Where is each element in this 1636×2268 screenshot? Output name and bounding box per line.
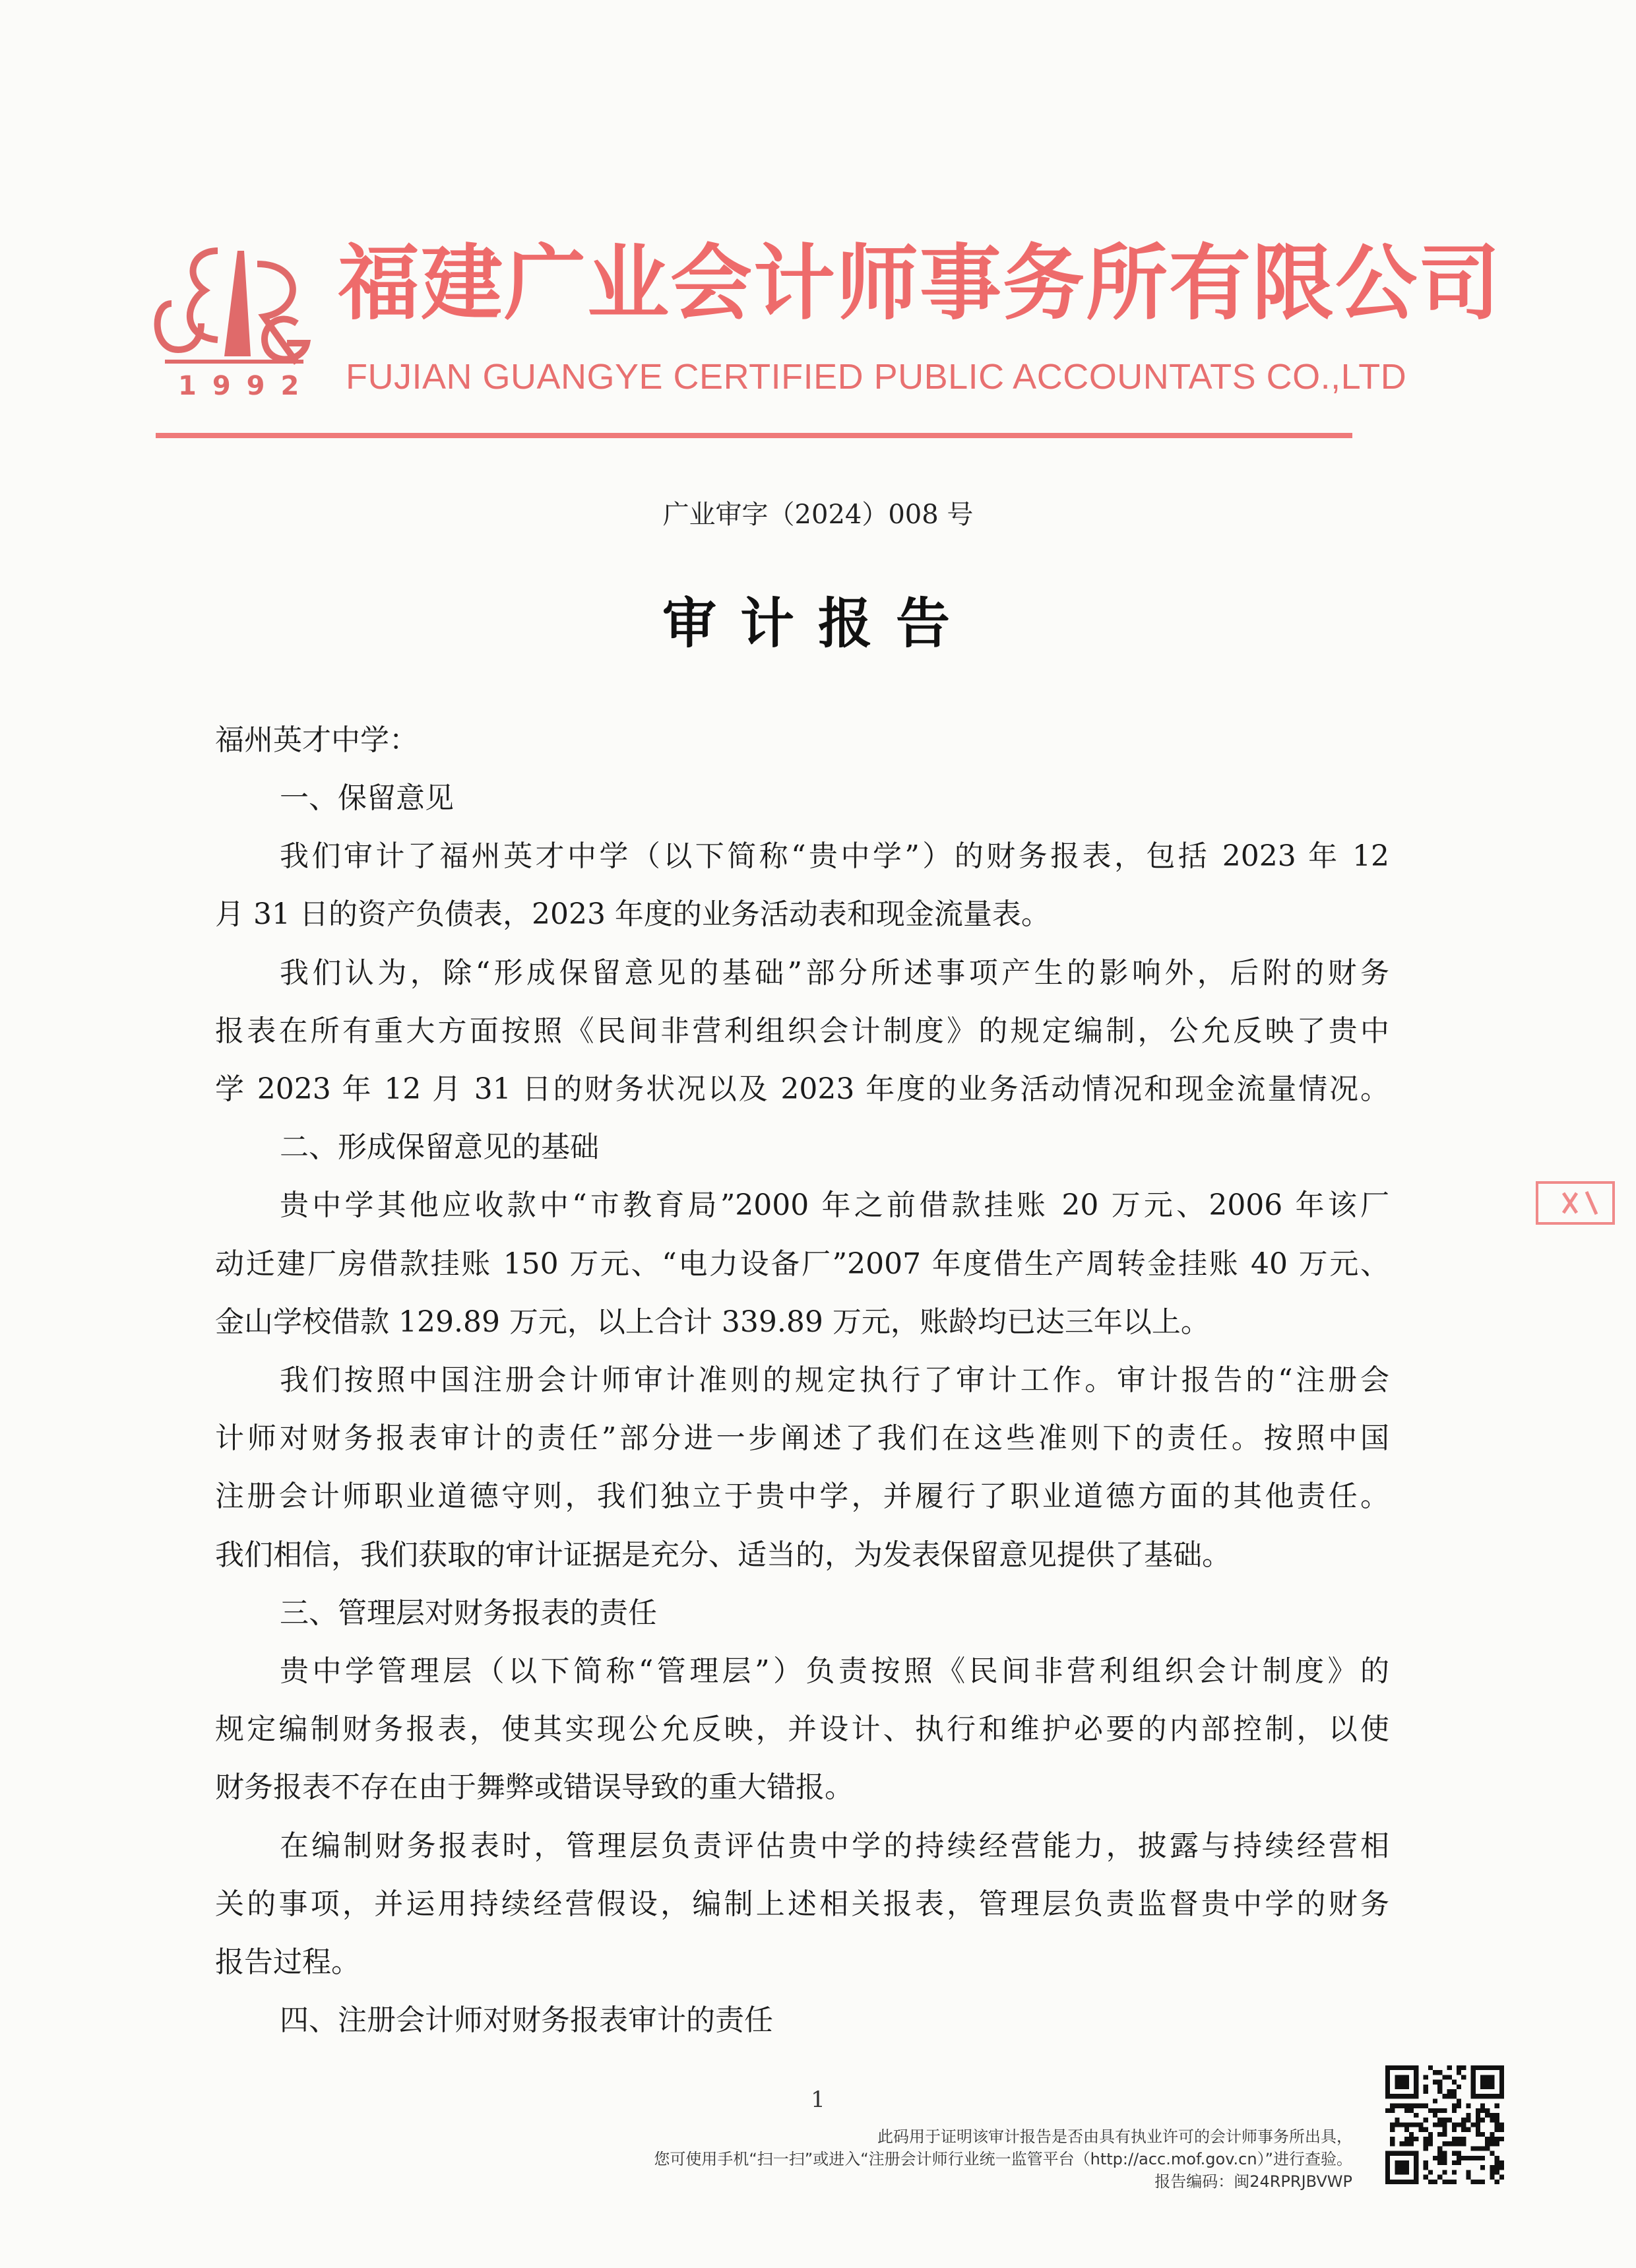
body-line: 金山学校借款 129.89 万元，以上合计 339.89 万元，账龄均已达三年以上。: [215, 1305, 1210, 1339]
body-line: 二、形成保留意见的基础: [280, 1130, 599, 1164]
body-line: 报表在所有重大方面按照《民间非营利组织会计制度》的规定编制，公允反映了贵中: [215, 1014, 1389, 1048]
body-line: 我们审计了福州英才中学（以下简称“贵中学”）的财务报表，包括 2023 年 12: [280, 839, 1389, 873]
body-line: 三、管理层对财务报表的责任: [280, 1596, 657, 1630]
footer-verify-line2: 您可使用手机“扫一扫”或进入“注册会计师行业统一监管平台（http://acc.mof.gov.cn）”进行查验。: [654, 2150, 1352, 2168]
body-line: 我们按照中国注册会计师审计准则的规定执行了审计工作。审计报告的“注册会: [280, 1363, 1389, 1397]
qr-code-icon: [1385, 2065, 1504, 2184]
body-line: 财务报表不存在由于舞弊或错误导致的重大错报。: [215, 1770, 854, 1804]
body-line: 月 31 日的资产负债表，2023 年度的业务活动表和现金流量表。: [215, 897, 1050, 931]
body-line: 一、保留意见: [280, 781, 454, 815]
body-line: 四、注册会计师对财务报表审计的责任: [280, 2003, 773, 2037]
company-logo: [145, 224, 323, 416]
logo-year: 1992: [178, 371, 315, 401]
footer-verify-line1: 此码用于证明该审计报告是否由具有执业许可的会计师事务所出具，: [877, 2127, 1352, 2146]
body-line: 贵中学其他应收款中“市教育局”2000 年之前借款挂账 20 万元、2006 年该厂: [280, 1188, 1389, 1222]
company-name-cn: 福建广业会计师事务所有限公司: [338, 236, 1502, 331]
document-number: 广业审字（2024）008 号: [662, 500, 974, 530]
verification-qr-code[interactable]: [1385, 2065, 1504, 2184]
page-number: 1: [811, 2087, 825, 2113]
body-line: 我们认为，除“形成保留意见的基础”部分所述事项产生的影响外，后附的财务: [280, 956, 1389, 990]
body-line: 关的事项，并运用持续经营假设，编制上述相关报表，管理层负责监督贵中学的财务: [215, 1887, 1389, 1921]
body-line: 规定编制财务报表，使其实现公允反映，并设计、执行和维护必要的内部控制，以使: [215, 1712, 1389, 1746]
company-name-en: FUJIAN GUANGYE CERTIFIED PUBLIC ACCOUNTATS CO.,LTD: [346, 357, 1407, 397]
footer-report-code: 报告编码：闽24RPRJBVWP: [1154, 2172, 1352, 2191]
document-title: 审计报告: [662, 592, 974, 655]
body-line: 在编制财务报表时，管理层负责评估贵中学的持续经营能力，披露与持续经营相: [280, 1829, 1389, 1863]
body-line: 计师对财务报表审计的责任”部分进一步阐述了我们在这些准则下的责任。按照中国: [215, 1421, 1389, 1455]
body-line: 报告过程。: [215, 1945, 360, 1979]
body-line: 注册会计师职业道德守则，我们独立于贵中学，并履行了职业道德方面的其他责任。: [215, 1479, 1389, 1513]
body-line: 我们相信，我们获取的审计证据是充分、适当的，为发表保留意见提供了基础。: [215, 1538, 1231, 1572]
recipient: 福州英才中学：: [215, 723, 418, 757]
letterhead-divider: [156, 433, 1352, 438]
body-line: 贵中学管理层（以下简称“管理层”）负责按照《民间非营利组织会计制度》的: [280, 1654, 1389, 1688]
seal-stamp-fragment: [1524, 1180, 1616, 1226]
body-line: 学 2023 年 12 月 31 日的财务状况以及 2023 年度的业务活动情况和现金流量情况。: [215, 1072, 1389, 1106]
body-line: 动迁建厂房借款挂账 150 万元、“电力设备厂”2007 年度借生产周转金挂账 40 万元、: [215, 1247, 1389, 1281]
